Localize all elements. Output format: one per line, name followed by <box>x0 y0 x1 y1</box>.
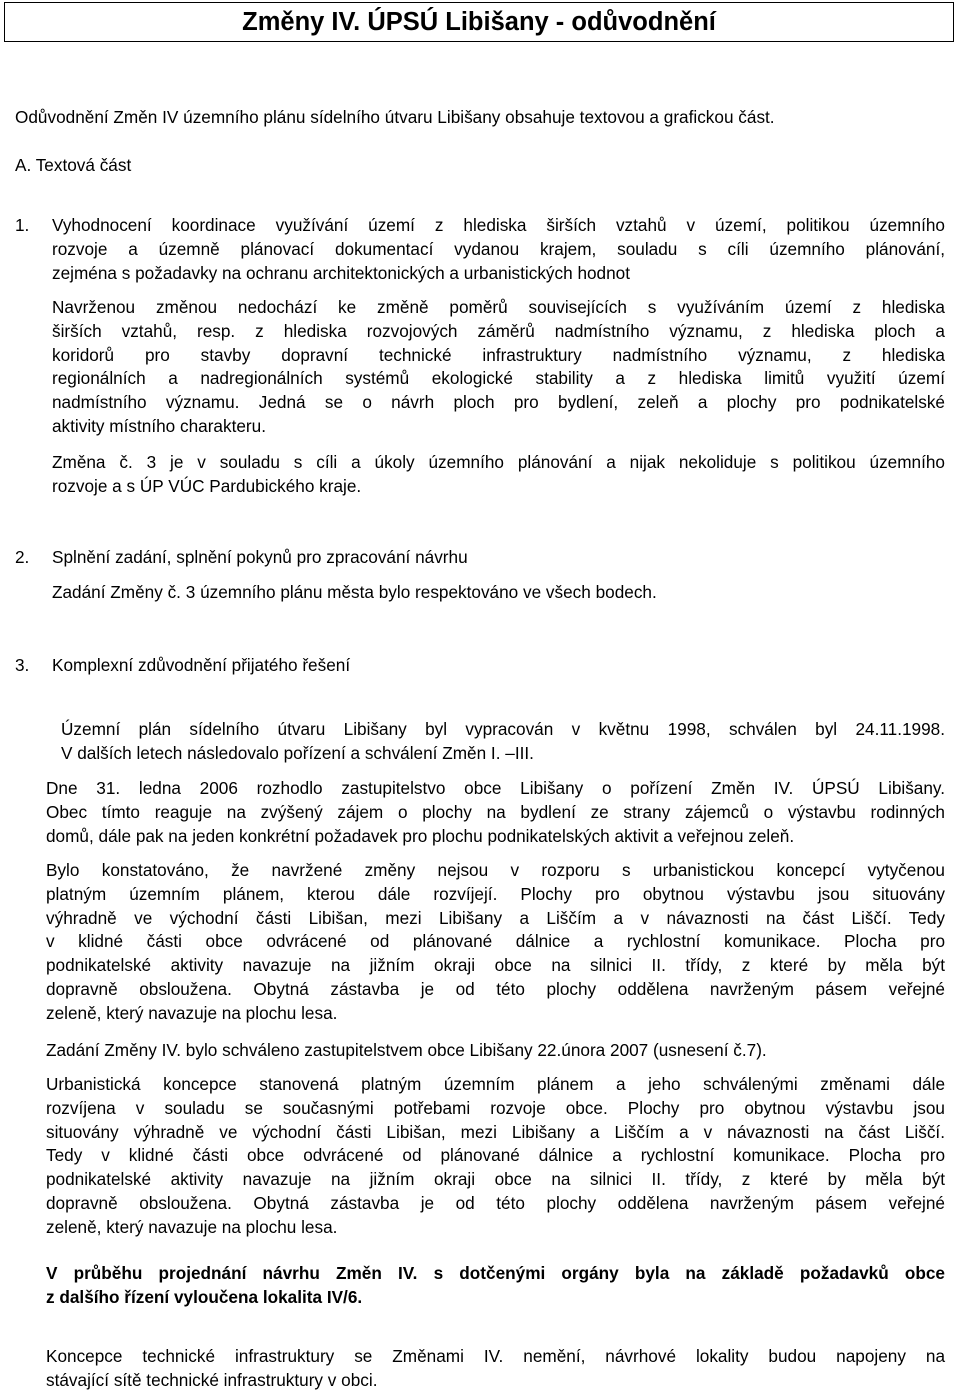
section-3-heading: Komplexní zdůvodnění přijatého řešení <box>52 655 351 675</box>
intro-text: Odůvodnění Změn IV územního plánu sídelního útvaru Libišany obsahuje textovou a grafickou část. <box>15 107 775 127</box>
section-3-bold-paragraph <box>46 1262 945 1310</box>
text-line: Bylo konstatováno, že navržené změny nejsou v rozporu s urbanistickou koncepcí vytyčenou <box>46 860 945 880</box>
section-3-paragraph: Zadání Změny IV. bylo schváleno zastupitelstvem obce Libišany 22.února 2007 (usnesení č.7). <box>46 1040 767 1060</box>
text-line: rozvíjena v souladu se současnými potřebami rozvoje obce. Plochy pro obytnou výstavbu jsou <box>46 1097 945 1118</box>
section-2-heading: Splnění zadání, splnění pokynů pro zpracování návrhu <box>52 547 468 567</box>
section-1-heading-line: rozvoje a územně plánovací dokumentací vydanou krajem, souladu s cíli územního plánování, <box>52 238 945 259</box>
text-line: výhradně ve východní části Libišan, mezi Libišany a Liščím a v návaznosti na část Liščí. Tedy <box>46 907 945 928</box>
text-line: aktivity místního charakteru. <box>52 415 266 436</box>
text-line: Koncepce technické infrastruktury se Změnami IV. nemění, návrhové lokality budou napojeny na <box>46 1346 945 1366</box>
text-line: rozvoje a s ÚP VÚC Pardubického kraje. <box>52 475 362 496</box>
section-3-paragraph <box>61 718 945 766</box>
text-line: podnikatelské aktivity navazuje na jižním okraji obce na silnici II. třídy, z které by měla být <box>46 955 945 976</box>
text-line: podnikatelské aktivity navazuje na jižním okraji obce na silnici II. třídy, z které by měla být <box>46 1169 945 1190</box>
section-1-heading-line: zejména s požadavky na ochranu architektonických a urbanistických hodnot <box>52 262 631 283</box>
text-line: z dalšího řízení vyloučena lokalita IV/6. <box>46 1286 363 1307</box>
text-line: koridorů pro stavby dopravní technické infrastruktury nadmístního významu, z hlediska <box>52 344 945 365</box>
text-line: regionálních a nadregionálních systémů ekologické stability a z hlediska limitů využití území <box>52 368 945 389</box>
text-line: Navrženou změnou nedochází ke změně poměrů souvisejících s využíváním území z hlediska <box>52 297 945 317</box>
text-line: domů, dále pak na jeden konkrétní požadavek pro plochu podnikatelských aktivit a veřejnou zeleň. <box>46 825 795 846</box>
text-line: zeleně, který navazuje na plochu lesa. <box>46 1002 338 1023</box>
section-3-paragraph <box>46 859 945 1026</box>
text-line: Urbanistická koncepce stanovená platným územním plánem a jeho schválenými změnami dále <box>46 1074 945 1094</box>
page-title: Změny IV. ÚPSÚ Libišany - odůvodnění <box>4 2 954 42</box>
text-line: zeleně, který navazuje na plochu lesa. <box>46 1216 338 1237</box>
text-line: širších vztahů, resp. z hlediska rozvojových záměrů nadmístního významu, z hlediska ploch a <box>52 320 945 341</box>
text-line: V průběhu projednání návrhu Změn IV. s dotčenými orgány byla na základě požadavků obce <box>46 1263 945 1283</box>
section-2-number: 2. <box>15 547 30 567</box>
section-1-paragraph <box>52 451 945 499</box>
text-line: stávající sítě technické infrastruktury v obci. <box>46 1369 378 1390</box>
section-1-paragraph <box>52 296 945 439</box>
text-line: Dne 31. ledna 2006 rozhodlo zastupitelstvo obce Libišany o pořízení Změn IV. ÚPSÚ Libišany. <box>46 778 945 798</box>
text-line: Územní plán sídelního útvaru Libišany byl vypracován v květnu 1998, schválen byl 24.11.1998. <box>61 719 945 739</box>
section-2-paragraph: Zadání Změny č. 3 územního plánu města bylo respektováno ve všech bodech. <box>52 582 657 602</box>
section-1-heading-line: Vyhodnocení koordinace využívání území z hlediska širších vztahů v území, politikou územního <box>52 215 945 235</box>
text-line: Změna č. 3 je v souladu s cíli a úkoly územního plánování a nijak nekoliduje s politikou územního <box>52 452 945 472</box>
section-3-paragraph <box>46 777 945 848</box>
text-line: V dalších letech následovalo pořízení a schválení Změn I. –III. <box>61 742 534 763</box>
text-line: situovány výhradně ve východní části Libišan, mezi Libišany a Liščím a v návaznosti na část Liščí. <box>46 1121 945 1142</box>
text-line: v klidné části obce odvrácené od plánované dálnice a rychlostní komunikace. Plocha pro <box>46 931 945 952</box>
section-3-paragraph <box>46 1345 945 1393</box>
text-line: nadmístního významu. Jedná se o návrh ploch pro bydlení, zeleň a plochy pro podnikatelské <box>52 392 945 413</box>
section-3-number: 3. <box>15 655 30 675</box>
section-1-heading <box>52 214 945 285</box>
part-a-heading: A. Textová část <box>15 155 132 175</box>
text-line: Obec tímto reaguje na zvýšený zájem o plochy na bydlení ze strany zájemců o výstavbu rodinných <box>46 801 945 822</box>
section-3-paragraph <box>46 1073 945 1240</box>
text-line: platným územním plánem, kterou dále rozvíjejí. Plochy pro obytnou výstavbu jsou situovány <box>46 883 945 904</box>
text-line: Tedy v klidné části obce odvrácené od plánované dálnice a rychlostní komunikace. Plocha pro <box>46 1145 945 1166</box>
section-1-number: 1. <box>15 215 30 235</box>
text-line: dopravně obsloužena. Obytná zástavba je od této plochy oddělena navrženým pásem veřejné <box>46 978 945 999</box>
text-line: dopravně obsloužena. Obytná zástavba je od této plochy oddělena navrženým pásem veřejné <box>46 1192 945 1213</box>
